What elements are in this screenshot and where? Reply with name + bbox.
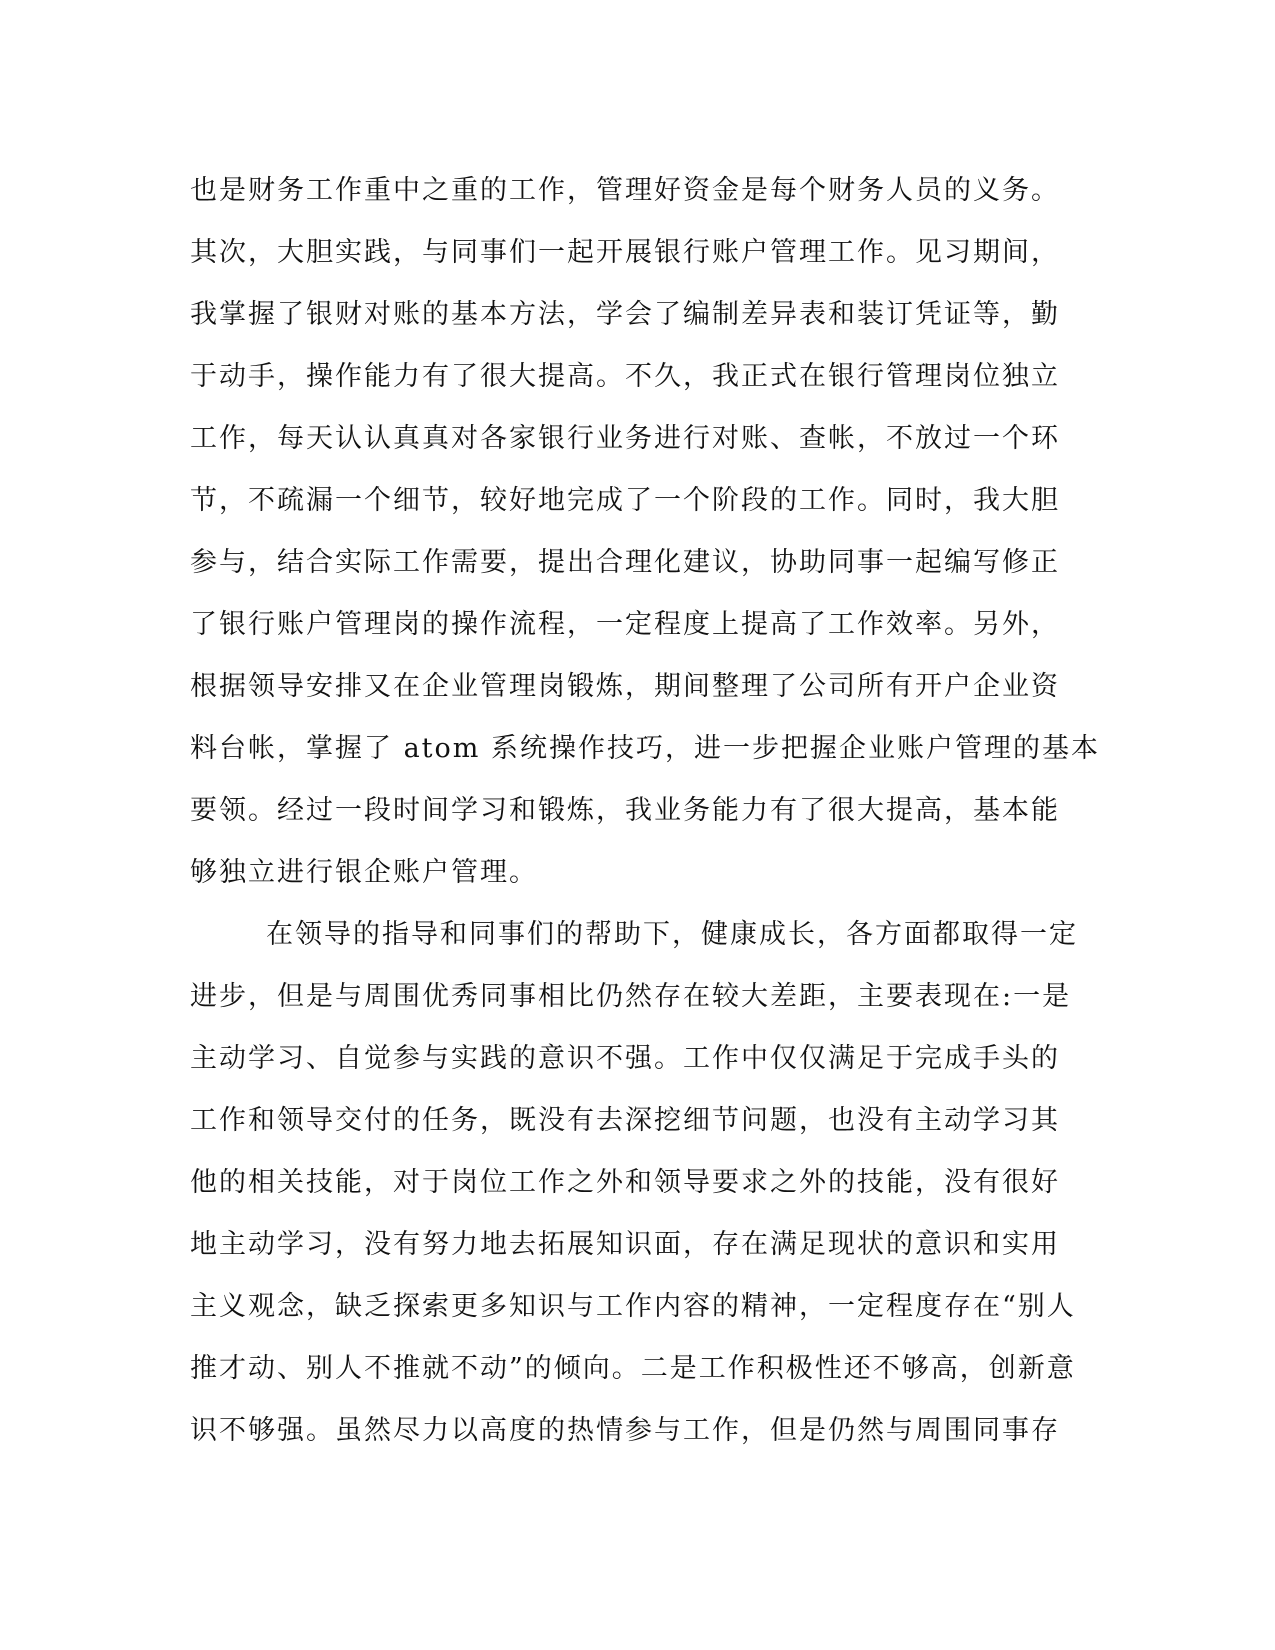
text-line: 地主动学习，没有努力地去拓展知识面，存在满足现状的意识和实用 xyxy=(190,1229,1060,1260)
text-line: 其次，大胆实践，与同事们一起开展银行账户管理工作。见习期间， xyxy=(190,237,1060,268)
text-line: 主动学习、自觉参与实践的意识不强。工作中仅仅满足于完成手头的 xyxy=(190,1043,1060,1074)
text-line: 工作，每天认认真真对各家银行业务进行对账、查帐，不放过一个环 xyxy=(190,423,1060,454)
text-line: 根据领导安排又在企业管理岗锻炼，期间整理了公司所有开户企业资 xyxy=(190,671,1060,702)
text-line: 工作和领导交付的任务，既没有去深挖细节问题，也没有主动学习其 xyxy=(190,1105,1060,1136)
text-line: 推才动、别人不推就不动”的倾向。二是工作积极性还不够高，创新意 xyxy=(190,1353,1076,1384)
text-line: 我掌握了银财对账的基本方法，学会了编制差异表和装订凭证等，勤 xyxy=(190,299,1060,330)
text-line: 他的相关技能，对于岗位工作之外和领导要求之外的技能，没有很好 xyxy=(190,1167,1060,1198)
text-line: 识不够强。虽然尽力以高度的热情参与工作，但是仍然与周围同事存 xyxy=(190,1415,1060,1446)
text-line: 料台帐，掌握了 atom 系统操作技巧，进一步把握企业账户管理的基本 xyxy=(190,733,1100,764)
text-line: 在领导的指导和同事们的帮助下，健康成长，各方面都取得一定 xyxy=(266,919,1078,950)
text-line: 够独立进行银企账户管理。 xyxy=(190,857,538,888)
paragraph-1 xyxy=(190,160,1100,904)
text-line: 于动手，操作能力有了很大提高。不久，我正式在银行管理岗位独立 xyxy=(190,361,1060,392)
text-line: 要领。经过一段时间学习和锻炼，我业务能力有了很大提高，基本能 xyxy=(190,795,1060,826)
paragraph-2 xyxy=(190,904,1090,1462)
text-line: 进步，但是与周围优秀同事相比仍然存在较大差距，主要表现在:一是 xyxy=(190,981,1072,1012)
text-line: 了银行账户管理岗的操作流程，一定程度上提高了工作效率。另外， xyxy=(190,609,1060,640)
text-line: 主义观念，缺乏探索更多知识与工作内容的精神，一定程度存在“别人 xyxy=(190,1291,1076,1322)
text-line: 参与，结合实际工作需要，提出合理化建议，协助同事一起编写修正 xyxy=(190,547,1060,578)
document-body xyxy=(190,160,1100,1462)
text-line: 也是财务工作重中之重的工作，管理好资金是每个财务人员的义务。 xyxy=(190,175,1060,206)
text-line: 节，不疏漏一个细节，较好地完成了一个阶段的工作。同时，我大胆 xyxy=(190,485,1060,516)
